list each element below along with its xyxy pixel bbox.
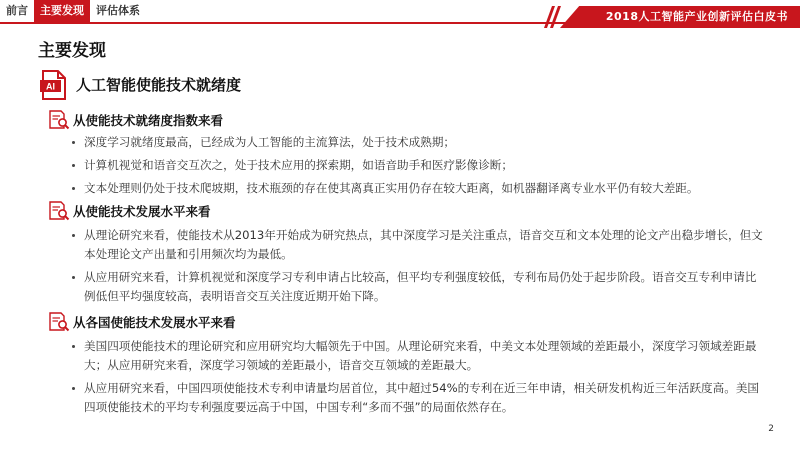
tab-preface[interactable]: 前言 xyxy=(6,4,28,17)
subheading: 从各国使能技术发展水平来看 xyxy=(73,315,236,330)
subheading: 从使能技术发展水平来看 xyxy=(73,204,211,219)
magnifier-document-icon xyxy=(48,110,70,130)
bullet-list xyxy=(48,133,768,198)
bullet-list xyxy=(48,226,768,306)
list-item: 从理论研究来看，使能技术从2013年开始成为研究热点，其中深度学习是关注重点，语音交互和文本处理的论文产出稳步增长，但文本处理论文产出量和引用频次均为最低。 xyxy=(70,226,768,264)
list-item: 文本处理则仍处于技术爬坡期，技术瓶颈的存在使其离真正实用仍存在较大距离，如机器翻译离专业水平仍有较大差距。 xyxy=(70,179,768,198)
magnifier-document-icon xyxy=(48,312,70,332)
finding-block-country-comparison xyxy=(48,312,768,421)
ai-icon-label: AI xyxy=(46,81,55,92)
finding-block-readiness-index xyxy=(48,110,768,198)
list-item: 从应用研究来看，中国四项使能技术专利申请量均居首位，其中超过54%的专利在近三年申请，相关研发机构近三年活跃度高。美国四项使能技术的平均专利强度要远高于中国，中国专利“多而不强”的局面依然存在。 xyxy=(70,379,768,417)
magnifier-document-icon xyxy=(48,201,70,221)
subheading: 从使能技术就绪度指数来看 xyxy=(73,113,224,128)
report-title: 2018人工智能产业创新评估白皮书 xyxy=(605,10,788,23)
list-item: 美国四项使能技术的理论研究和应用研究均大幅领先于中国。从理论研究来看，中美文本处理领域的差距最小，深度学习领域差距最大；从应用研究来看，深度学习领域的差距最小，语音交互领域的差距最大。 xyxy=(70,337,768,375)
list-item: 深度学习就绪度最高，已经成为人工智能的主流算法，处于技术成熟期； xyxy=(70,133,768,152)
finding-block-development-level xyxy=(48,201,768,310)
section-title: 人工智能使能技术就绪度 xyxy=(76,76,242,94)
ai-document-icon xyxy=(40,70,66,100)
page-title: 主要发现 xyxy=(38,41,106,61)
list-item: 计算机视觉和语音交互次之，处于技术应用的探索期，如语音助手和医疗影像诊断； xyxy=(70,156,768,175)
top-nav xyxy=(0,0,146,22)
page-number: 2 xyxy=(768,424,774,434)
tab-main-findings[interactable]: 主要发现 xyxy=(34,0,90,22)
tab-evaluation-system[interactable]: 评估体系 xyxy=(96,4,140,17)
bullet-list xyxy=(48,337,768,417)
list-item: 从应用研究来看，计算机视觉和深度学习专利申请占比较高，但平均专利强度较低，专利布局仍处于起步阶段。语音交互专利申请比例低但平均强度较高，表明语音交互关注度近期开始下降。 xyxy=(70,268,768,306)
